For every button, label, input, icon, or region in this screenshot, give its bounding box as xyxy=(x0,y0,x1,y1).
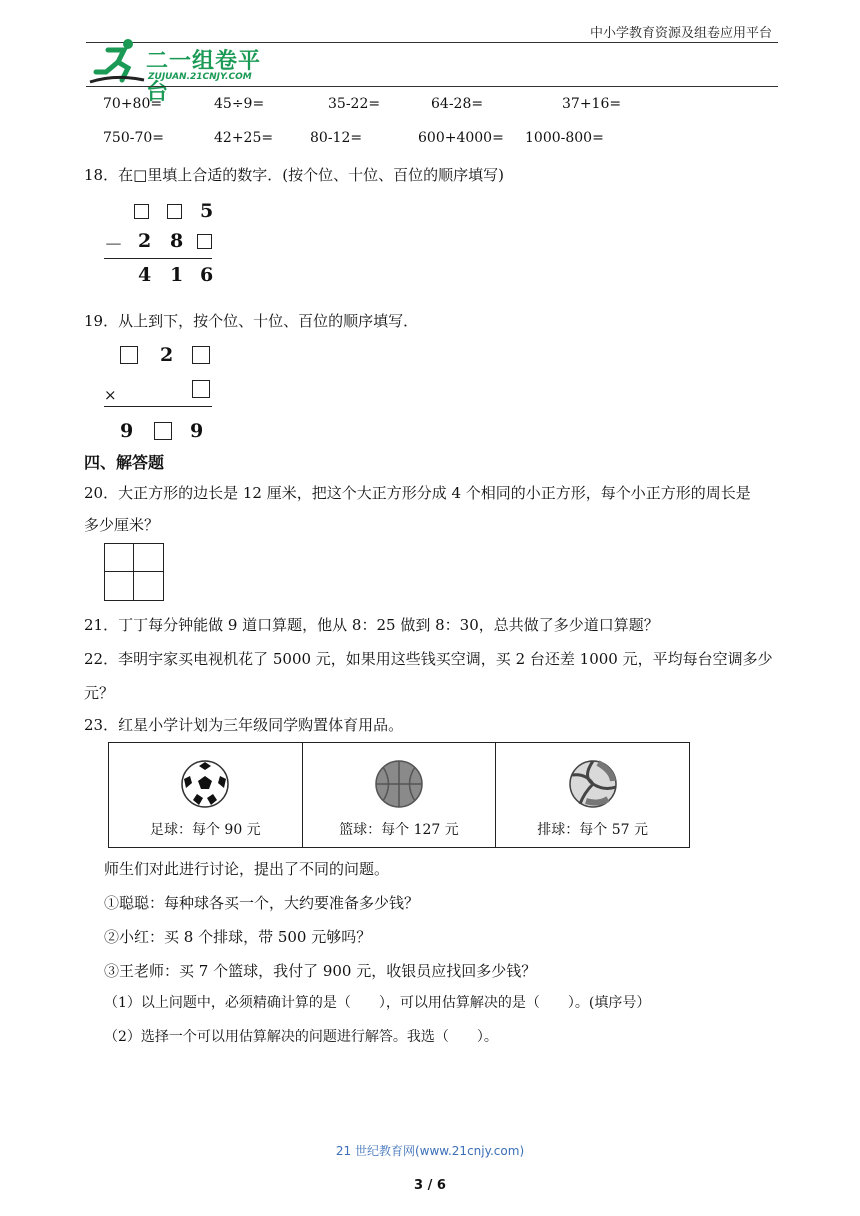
arith-item: 45÷9= xyxy=(214,96,265,112)
blank-box[interactable] xyxy=(192,346,210,364)
price-table xyxy=(108,742,690,848)
soccer-ball-icon xyxy=(180,759,230,809)
question-20-line2: 多少厘米？ xyxy=(84,516,160,534)
square-divider-horizontal xyxy=(105,571,163,572)
subtraction-puzzle xyxy=(104,200,214,290)
arith-item: 70+80= xyxy=(103,96,163,112)
arith-item: 600+4000= xyxy=(418,130,504,146)
question-21-text: 21．丁丁每分钟能做 9 道口算题，他从 8：25 做到 8：30，总共做了多少道口算题？ xyxy=(84,616,659,634)
square-divider-vertical xyxy=(133,544,134,600)
logo-title: 二一组卷平台 xyxy=(146,49,262,105)
digit: 1 xyxy=(170,264,184,286)
arith-item: 64-28= xyxy=(431,96,484,112)
question-23-problem-2: ②小红：买 8 个排球，带 500 元够吗？ xyxy=(104,928,372,946)
square-diagram xyxy=(104,543,164,601)
price-label: 足球：每个 90 元 xyxy=(149,822,261,838)
question-23-sub-1: （1）以上问题中，必须精确计算的是（ ），可以用估算解决的是（ ）。(填序号） xyxy=(104,995,651,1011)
digit: 9 xyxy=(120,420,134,442)
price-label: 篮球：每个 127 元 xyxy=(339,822,459,838)
minus-sign: － xyxy=(104,234,124,256)
question-22-line2: 元？ xyxy=(84,684,115,702)
digit: 2 xyxy=(160,344,174,366)
arith-item: 42+25= xyxy=(214,130,274,146)
digit: 6 xyxy=(200,264,214,286)
footer-site-link[interactable]: 21 世纪教育网(www.21cnjy.com) xyxy=(335,1144,525,1158)
blank-box[interactable] xyxy=(134,204,149,219)
multiplication-puzzle xyxy=(104,344,214,444)
price-label: 排球：每个 57 元 xyxy=(537,822,649,838)
question-20-line1: 20．大正方形的边长是 12 厘米，把这个大正方形分成 4 个相同的小正方形，每个小正方形的周长是 xyxy=(84,484,751,502)
logo-subtitle: ZUJUAN.21CNJY.COM xyxy=(148,72,252,82)
question-23-intro: 23．红星小学计划为三年级同学购置体育用品。 xyxy=(84,716,404,734)
times-sign: × xyxy=(104,386,117,404)
question-23-sub-2: （2）选择一个可以用估算解决的问题进行解答。我选（ ）。 xyxy=(104,1029,498,1045)
arith-item: 35-22= xyxy=(328,96,381,112)
question-23-problem-3: ③王老师：买 7 个篮球，我付了 900 元，收银员应找回多少钱？ xyxy=(104,962,537,980)
digit: 9 xyxy=(190,420,204,442)
page-number: 3 / 6 xyxy=(414,1178,446,1193)
arith-item: 750-70= xyxy=(103,130,164,146)
question-18-text: 18．在□里填上合适的数字．(按个位、十位、百位的顺序填写) xyxy=(84,166,504,184)
digit: 4 xyxy=(138,264,152,286)
product-line xyxy=(104,406,212,407)
blank-box[interactable] xyxy=(154,422,172,440)
price-cell-volleyball xyxy=(496,743,690,848)
blank-box[interactable] xyxy=(167,204,182,219)
question-23-problem-1: ①聪聪：每种球各买一个，大约要准备多少钱？ xyxy=(104,894,420,912)
section-heading: 四、解答题 xyxy=(84,453,165,472)
blank-box[interactable] xyxy=(197,234,212,249)
digit: 5 xyxy=(200,200,214,222)
platform-name: 中小学教育资源及组卷应用平台 xyxy=(589,26,772,41)
price-cell-soccer xyxy=(109,743,303,848)
question-19-text: 19．从上到下，按个位、十位、百位的顺序填写． xyxy=(84,312,419,330)
question-23-discussion: 师生们对此进行讨论，提出了不同的问题。 xyxy=(104,860,390,878)
digit: 2 xyxy=(138,230,152,252)
sum-line xyxy=(104,258,212,259)
blank-box[interactable] xyxy=(192,380,210,398)
arith-item: 37+16= xyxy=(562,96,622,112)
digit: 8 xyxy=(170,230,184,252)
basketball-icon xyxy=(372,759,426,809)
header-rule-lower xyxy=(86,86,778,87)
arith-item: 1000-800= xyxy=(525,130,604,146)
price-cell-basketball xyxy=(302,743,496,848)
runner-logo-icon xyxy=(88,36,146,86)
volleyball-icon xyxy=(568,759,618,809)
blank-box[interactable] xyxy=(120,346,138,364)
arith-item: 80-12= xyxy=(310,130,363,146)
question-22-line1: 22．李明宇家买电视机花了 5000 元，如果用这些钱买空调，买 2 台还差 1000 元，平均每台空调多少 xyxy=(84,650,773,668)
